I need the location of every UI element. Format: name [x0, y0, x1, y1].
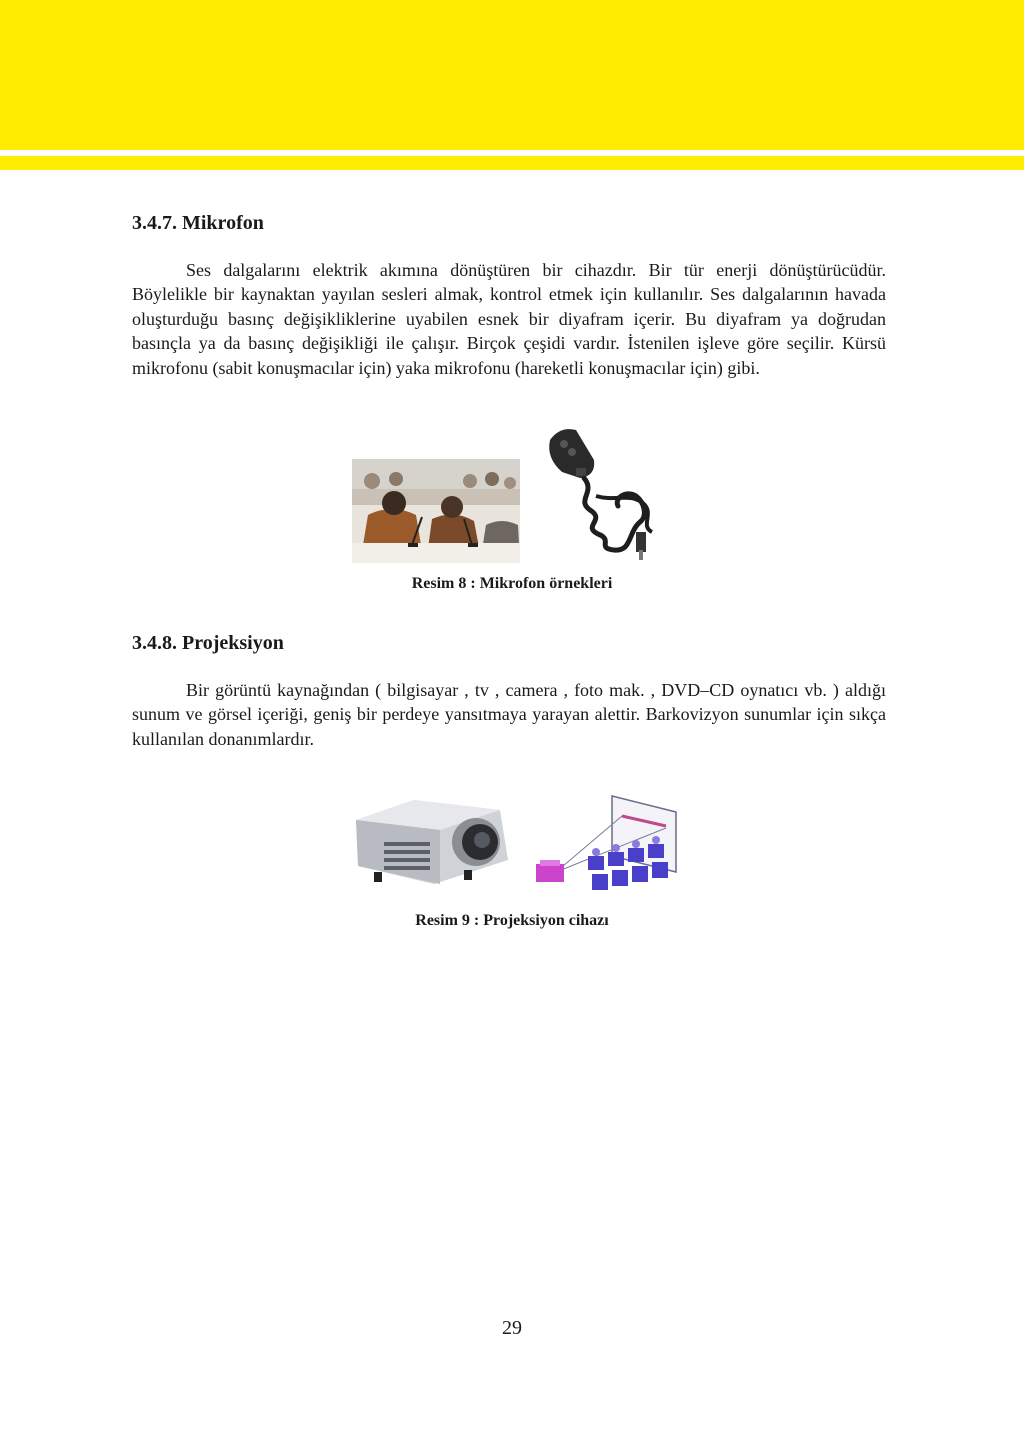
conference-microphone-photo — [352, 459, 520, 563]
banner-stripe — [0, 156, 1024, 170]
projector-device-photo — [344, 780, 516, 900]
paragraph-text: Ses dalgalarını elektrik akımına dönüştüren bir cihazdır. Bir tür enerji dönüştürücüdür. Böylelikle bir kaynaktan yayılan sesleri almak, kontrol etmek için kullanılır. Ses dalgalarının havada oluşturduğu basınç değişikliklerine uyabilen esnek bir diyafram içerir. Bu diyafram ya doğrudan basınçla ya da basınç değişikliği ile çalışır. Birçok çeşidi vardır. İstenilen işleve göre seçilir. Kürsü mikrofonu (sabit konuşmacılar için) yaka mikrofonu (hareketli konuşmacılar için) gibi. — [132, 260, 886, 378]
header-banner — [0, 0, 1024, 150]
paragraph-text: Bir görüntü kaynağından ( bilgisayar , tv , camera , foto mak. , DVD–CD oynatıcı vb. ) aldığı sunum ve görsel içeriği, geniş bir perdeye yansıtmaya yarayan alettir. Barkovizyon sunumlar için sıkça kullanılan donanımlardır. — [132, 680, 886, 749]
figure-caption-mikrofon: Resim 8 : Mikrofon örnekleri — [411, 575, 613, 592]
section-paragraph-projeksiyon — [132, 678, 886, 751]
section-heading-mikrofon: 3.4.7. Mikrofon — [132, 212, 264, 234]
page-number: 29 — [502, 1317, 522, 1339]
section-paragraph-mikrofon — [132, 258, 886, 380]
section-heading-projeksiyon: 3.4.8. Projeksiyon — [132, 632, 284, 654]
handheld-microphone-photo — [536, 422, 676, 564]
figure-caption-projeksiyon: Resim 9 : Projeksiyon cihazı — [415, 912, 609, 929]
projection-setup-illustration — [526, 786, 678, 902]
